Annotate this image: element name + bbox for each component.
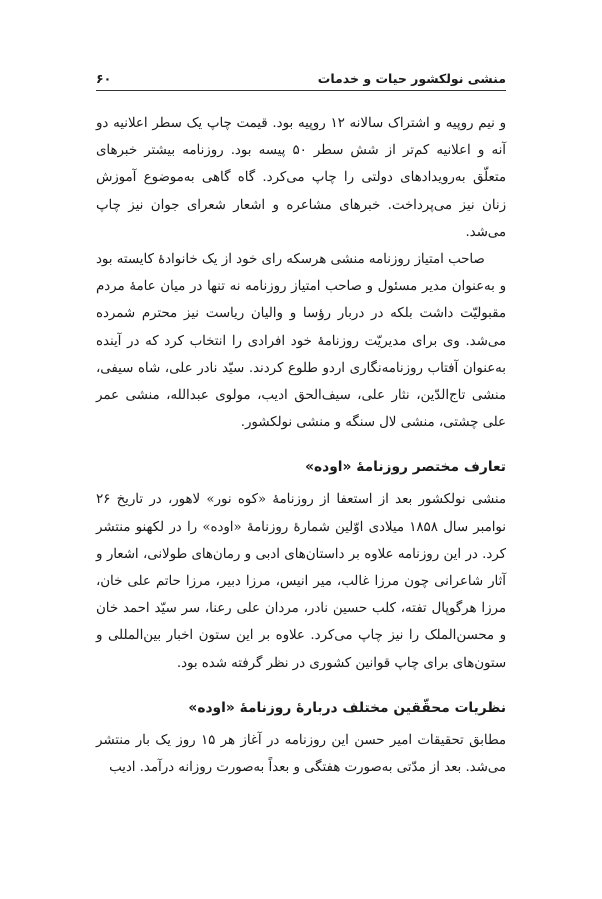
page-header — [96, 64, 506, 86]
section-heading-researchers: نظریات محقّقین مختلف دربارۀ روزنامۀ «اوده» — [188, 699, 506, 716]
paragraph-overview: منشی نولکشور بعد از استعفا از روزنامۀ «کوه نور» لاهور، در تاریخ ۲۶ نوامبر سال ۱۸۵۸ میلادی اوّلین شمارۀ روزنامۀ «اوده» را در لکهنو منتشر کرد. در این روزنامه علاوه بر داستان‌های ادبی و رمان‌های طولانی، اشعار و آثار شاعرانی چون مرزا غالب، میر انیس، مرزا دبیر، مرزا حاتم علی خان، مرزا هرگوپال تفته، کلب حسین نادر، مردان علی رعنا، سر سیّد احمد خان و محسن‌الملک را نیز چاپ می‌کرد. علاوه بر این ستون اخبار بین‌المللی و ستون‌های برای چاپ قوانین کشوری در نظر گرفته شده بود. — [96, 492, 506, 671]
running-title: منشی نولکشور حیات و خدمات — [317, 71, 506, 86]
header-divider — [96, 90, 506, 91]
paragraph-researchers: مطابق تحقیقات امیر حسن این روزنامه در آغاز هر ۱۵ روز یک بار منتشر می‌شد. بعد از مدّتی به‌صورت هفتگی و بعداً به‌صورت روزانه درآمد. ادیب — [96, 732, 507, 776]
paragraph-publisher: صاحب امتیاز روزنامه منشی هرسکه رای خود از یک خانوادۀ کایسته بود و به‌عنوان مدیر مسئول و صاحب امتیاز روزنامه نه تنها در میان عامۀ مردم مقبولیّت داشت بلکه در دربار رؤسا و والیان ریاست نیز محترم شمرده می‌شد. وی برای مدیریّت روزنامۀ خود افرادی را انتخاب کرد که در آینده به‌عنوان آفتاب روزنامه‌نگاری اردو طلوع کردند. سیّد نادر علی، شاه سیفی، منشی تاج‌الدّین، نثار علی، سیف‌الحق ادیب، مولوی عبدالله، منشی عمر علی چشتی، منشی لال سنگه و منشی نولکشور. — [96, 252, 506, 431]
page-body — [96, 110, 506, 781]
page-number: ۶۰ — [96, 71, 112, 86]
section-heading-overview: تعارف مختصر روزنامۀ «اوده» — [305, 459, 506, 476]
paragraph-continuation: و نیم روپیه و اشتراک سالانه ۱۲ روپیه بود. قیمت چاپ یک سطر اعلانیه دو آنه و اعلانیه کم‌تر از شش سطر ۵۰ پیسه بود. روزنامه بیشتر خبرهای متعلّق به‌رویدادهای دولتی را چاپ می‌کرد. گاه گاهی به‌موضوع آموزش زنان نیز می‌پرداخت. خبرهای مشاعره و اشعار شعرای جوان نیز چاپ می‌شد. — [96, 116, 506, 240]
